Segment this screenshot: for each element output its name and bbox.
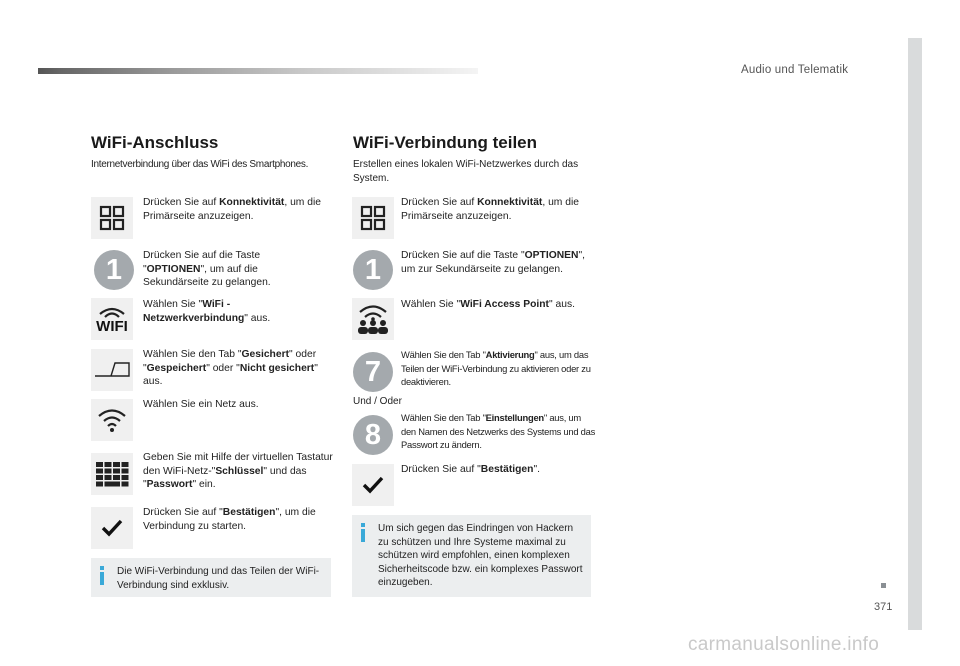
header-gradient-bar bbox=[38, 68, 478, 74]
checkmark-icon bbox=[91, 507, 133, 549]
page-marker bbox=[881, 583, 886, 588]
left-info-note-text: Die WiFi-Verbindung und das Teilen der WiFi-Verbindung sind exklusiv. bbox=[117, 566, 320, 591]
right-step-5-text: Wählen Sie den Tab "Einstellungen" aus, um den Namen des Netzwerks des Systems und das Passwort zu ändern. bbox=[401, 412, 596, 450]
left-step-1-text: Drücken Sie auf Konnektivität, um die Primärseite anzuzeigen. bbox=[143, 197, 321, 222]
left-step-5-text: Wählen Sie ein Netz aus. bbox=[143, 399, 259, 410]
info-icon bbox=[352, 515, 372, 597]
right-column-title: WiFi-Verbindung teilen bbox=[353, 133, 538, 152]
apps-grid-icon bbox=[352, 197, 394, 239]
or-label: Und / Oder bbox=[353, 396, 402, 407]
tab-icon bbox=[91, 349, 133, 391]
step-number-badge: 1 bbox=[353, 250, 393, 290]
left-step-2-text: Drücken Sie auf die Taste "OPTIONEN", um auf die Sekundärseite zu gelangen. bbox=[143, 250, 271, 288]
keyboard-icon bbox=[91, 453, 133, 495]
left-step-6-text: Geben Sie mit Hilfe der virtuellen Tastatur den WiFi-Netz-"Schlüssel" und das "Passwort" ein. bbox=[143, 452, 333, 490]
info-icon bbox=[91, 558, 111, 597]
right-info-note-text: Um sich gegen das Eindringen von Hackern zu schützen und Ihre Systeme maximal zu schützen wird empfohlen, einen komplexen Sicherheitscode bzw. ein komplexes Passwort einzugeben. bbox=[378, 523, 583, 588]
left-step-7-text: Drücken Sie auf "Bestätigen", um die Verbindung zu starten. bbox=[143, 507, 316, 532]
right-step-3-text: Wählen Sie "WiFi Access Point" aus. bbox=[401, 299, 575, 310]
page-number: 371 bbox=[874, 601, 893, 613]
wifi-text-icon bbox=[91, 298, 133, 340]
left-column-intro: Internetverbindung über das WiFi des Smartphones. bbox=[91, 159, 309, 170]
left-info-note bbox=[91, 558, 331, 597]
wifi-icon bbox=[91, 399, 133, 441]
wifi-text-icon-label: WIFI bbox=[96, 317, 128, 335]
right-step-4-text: Wählen Sie den Tab "Aktivierung" aus, um das Teilen der WiFi-Verbindung zu aktivieren oder zu deaktivieren. bbox=[401, 349, 591, 387]
step-number-badge: 7 bbox=[353, 352, 393, 392]
step-number-badge: 1 bbox=[94, 250, 134, 290]
left-column-title: WiFi-Anschluss bbox=[91, 133, 219, 152]
right-step-1-text: Drücken Sie auf Konnektivität, um die Primärseite anzuzeigen. bbox=[401, 197, 579, 222]
step-number-badge: 8 bbox=[353, 415, 393, 455]
right-info-note bbox=[352, 515, 591, 597]
watermark: carmanualsonline.info bbox=[688, 634, 880, 655]
side-strip bbox=[908, 38, 922, 630]
right-step-6-text: Drücken Sie auf "Bestätigen". bbox=[401, 464, 540, 475]
checkmark-icon bbox=[352, 464, 394, 506]
left-step-4-text: Wählen Sie den Tab "Gesichert" oder "Gespeichert" oder "Nicht gesichert" aus. bbox=[143, 349, 318, 387]
right-column-intro: Erstellen eines lokalen WiFi-Netzwerkes durch das System. bbox=[353, 159, 579, 184]
section-title: Audio und Telematik bbox=[741, 64, 849, 76]
right-step-2-text: Drücken Sie auf die Taste "OPTIONEN", um zur Sekundärseite zu gelangen. bbox=[401, 250, 585, 275]
apps-grid-icon bbox=[91, 197, 133, 239]
wifi-share-icon bbox=[352, 298, 394, 340]
left-step-3-text: Wählen Sie "WiFi -Netzwerkverbindung" aus. bbox=[143, 299, 271, 324]
